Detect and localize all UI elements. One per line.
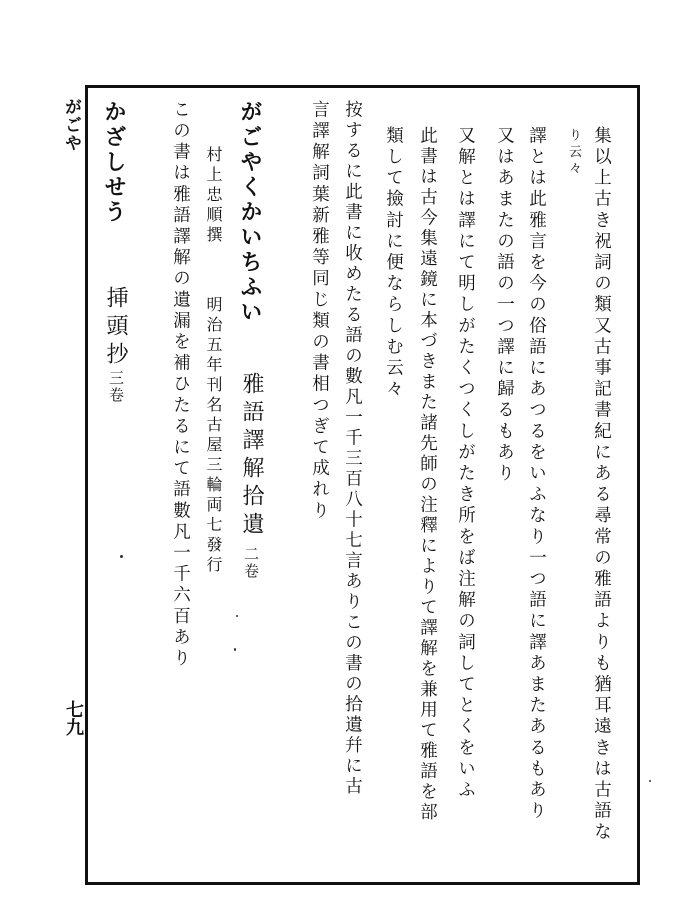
body-column-9: 言譯解詞葉新雅等同じ類の書相つぎて成れり [309, 100, 330, 522]
body-column-1: 集以上古き祝詞の類又古事記書紀にある尋常の雅語よりも猶耳遠きは古語な [591, 126, 612, 844]
entry1-author: 村上忠順撰 [204, 146, 223, 246]
body-column-6: 此書は古今集遠鏡に本づきまた諸先師の注釋によりて譯解を兼用て雅語を部 [417, 126, 438, 823]
body-column-8: 按するに此書に收めたる語の數凡一千三百八十七言ありこの書の拾遺幷に古 [342, 100, 363, 797]
entry2-kana-heading: かざしせう [101, 100, 126, 225]
body-column-3: 譯とは此雅言を今の俗語にあつるをいふなり一つ語に譯あまたあるもあり [526, 126, 547, 823]
entry1-title: 雅語譯解拾遺 [239, 372, 264, 540]
text-frame [85, 85, 640, 885]
scan-speck [120, 555, 123, 558]
entry1-publication: 明治五年刊名古屋三輪両七發行 [204, 296, 223, 576]
body-column-2: り云々 [566, 128, 581, 178]
body-column-4: 又はあまたの語の一つ譯に歸るもあり [494, 126, 515, 485]
entry1-volumes: 二卷 [242, 546, 260, 580]
running-head: がごや [61, 98, 81, 152]
entry2-title: 挿頭抄 [103, 286, 128, 370]
body-column-5: 又解とは譯にて明しがたくつくしがたき所をば注解の詞してとくをいふ [455, 126, 476, 802]
scan-speck [649, 780, 651, 782]
entry2-volumes: 三卷 [107, 370, 125, 404]
scan-speck [236, 615, 238, 617]
page-number: 七九 [63, 700, 84, 736]
body-column-7: 類して撿討に便ならしむ云々 [383, 126, 404, 401]
entry1-description: この書は雅語譯解の遺漏を補ひたるにて語數凡一千六百あり [170, 100, 191, 670]
entry1-kana-heading: がごやくかいちふい [237, 100, 262, 325]
scan-speck [234, 648, 236, 651]
